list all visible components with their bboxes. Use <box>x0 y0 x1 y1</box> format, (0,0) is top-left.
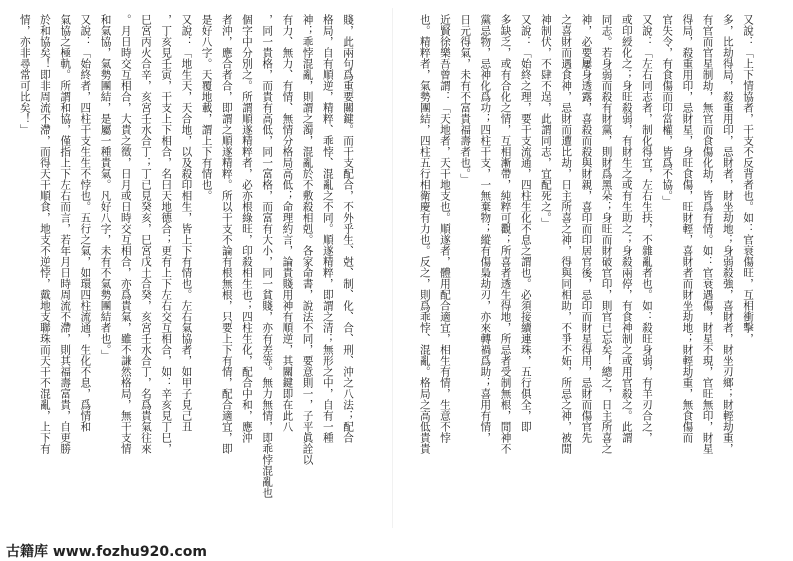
text-column: 日元得氣，未有不富貴福壽者也。」 <box>459 14 472 185</box>
text-column: 有官而官星制劫，無官而食傷化劫，皆爲有情。如：官衰遇傷，財星不現，官旺無印，財星 <box>701 14 714 454</box>
text-column: 或印綬化之；身旺殺弱，有財生之或有生助之；身殺兩停，有食神制之或用官殺之。此謂 <box>620 14 633 443</box>
text-column: 。月日時交互相合，大貴之徵，日月或日時交互相合，亦爲貴氣，雖不謙然格局，無干支情 <box>119 14 132 454</box>
text-column: 也。精粹者，氣勢團結，四柱五行相衛慶有力也。反之，則爲乖悖、混亂。格局之高低貴貴 <box>418 14 431 454</box>
text-column: 者沖，應合者合，即謂之順遂精粹。所以干支不論有根無根，只要上下有情，配合適宜，即 <box>220 14 233 454</box>
text-column: 氣協之極軌。所謂和協，僅指上下左右而言，若年月日時周流不滯，則其福壽富貴，自更勝 <box>59 14 72 454</box>
text-column: 又說：「上下情協者，干支不反背者也。如：官衰傷旺，互相衝擊， <box>742 14 754 344</box>
text-column: 近賢徐樂吾曾謂：「天地者，天干地支也。順遂者，體用配合適宜，相生有情，生意不悖 <box>438 14 451 443</box>
text-column: 賤，此兩句爲重要關鍵。而干支配合，不外乎生、尅、制、化、合、刑、沖之八法；配合 <box>342 14 354 443</box>
text-column: 又說：「始終之理，要干支流通，四柱生化不息之謂也。必須接續連珠，五行俱全，即 <box>519 14 532 432</box>
text-column: 黨忌物，忌神化爲功；四柱干支，一無棄物；縱有傷梟劫刃，亦來轉禍爲助；喜用有情， <box>479 14 492 443</box>
text-column: ，丁亥見壬寅，干支上下相合，名曰天地德合；更有上下左右交互相合，如：辛亥見丁巳， <box>160 14 173 454</box>
text-column: 巳宮丙火合辛，亥宮壬水合丁；丁已見癸亥，巳宮戊土合癸，亥宮壬水合丁，名爲貴氣往來 <box>139 14 152 454</box>
text-column: 同志。若身弱而殺有財黨，則財爲黑朵；身旺而財破官印，則官已忘矣！總之，日主所喜之 <box>600 14 613 454</box>
text-column: 又說：「始終者，四柱干支生生不悖也。五行之氣，如環四柱流通，生化不息，爲情和 <box>79 14 92 432</box>
text-column: 神制伏，不肆不逞，此謂同志，宜配死之。」 <box>539 14 552 229</box>
text-column: 情，亦非尋常可比矣！」 <box>18 14 31 135</box>
text-column: 於和協矣！即非周流不滯，而得天干順食，地支不逆悖，戴地支聯珠而天干不混亂，上下有 <box>38 14 51 454</box>
text-column: 神，必要屢身透露，喜殺而殺與財親，喜印而印居官後，忌印而財星得用，忌財而傷官先 <box>580 14 593 443</box>
site-watermark: 古籍库 www.fozhu920.com <box>6 544 207 560</box>
text-column: 和氣協，氣勢團結，是屬一種貴氣。凡好八字，未有不氣勢團結者也。」 <box>99 14 112 361</box>
text-column: 官失令，有食傷而印當權，皆爲不協。」 <box>661 14 674 207</box>
text-column: 是好八字。天覆地載，謂上下有情也。 <box>200 14 213 201</box>
text-column: ，同一貴格，而貴有高低，同一富格，而富有大小，同一貧賤，亦有差等。無力無情，即乖悖混亂也 <box>261 14 274 498</box>
text-column: 多，比劫得局，殺重用印，忌財者，財坐劫地；身弱殺強，喜財者，財坐刃鄉；財輕劫重， <box>721 14 734 454</box>
text-column: 有力、無力、有情、無情分格局高低；命理約言，論貴賤用神有順逆，其關鍵即在此八 <box>281 14 294 432</box>
text-column: 得局，殺重用印，忌財星，身旺食傷，旺財輕，喜財者而財坐劫地；財輕劫重，無食傷而 <box>681 14 694 443</box>
text-column: 多缺乏，或有合化之情，互相漸帶，純粹可觀；所喜者透生得地，所忌者受制無根，閒神不 <box>499 14 512 454</box>
text-column: 格局，自有順逆，精粹、乖悖、混亂之不同。順遂精粹，即謂之清；無形之中，自有一種 <box>321 14 334 443</box>
text-column: 神；乖悖混亂，則謂之濁，混亂於不敷殺相剋。各家命書，說法不同，要意則一，子平眞詮以 <box>301 14 314 465</box>
text-column: 之喜財而遇食神，忌財而遭比劫，日主所喜之神，得與同相助，不爭不妬，所忌之神，被閒 <box>560 14 573 454</box>
right-page <box>418 14 758 524</box>
page-gutter <box>392 8 393 528</box>
text-column: 個字中分別之。所謂順遂精粹者，必亦根綠旺，印殺相生也；四柱生化，配合中和，應沖 <box>240 14 253 443</box>
left-page <box>18 14 358 524</box>
text-column: 又說：「左右同志者，制化得宜，左右生扶，不雜亂者也。如：殺旺身弱，有羊刃合之， <box>640 14 653 443</box>
footer-bar <box>0 540 793 561</box>
text-column: 又說：「地生天，天合地，以及殺印相生，皆上下有情也。左右氣協者，如甲子見己丑 <box>180 14 193 432</box>
